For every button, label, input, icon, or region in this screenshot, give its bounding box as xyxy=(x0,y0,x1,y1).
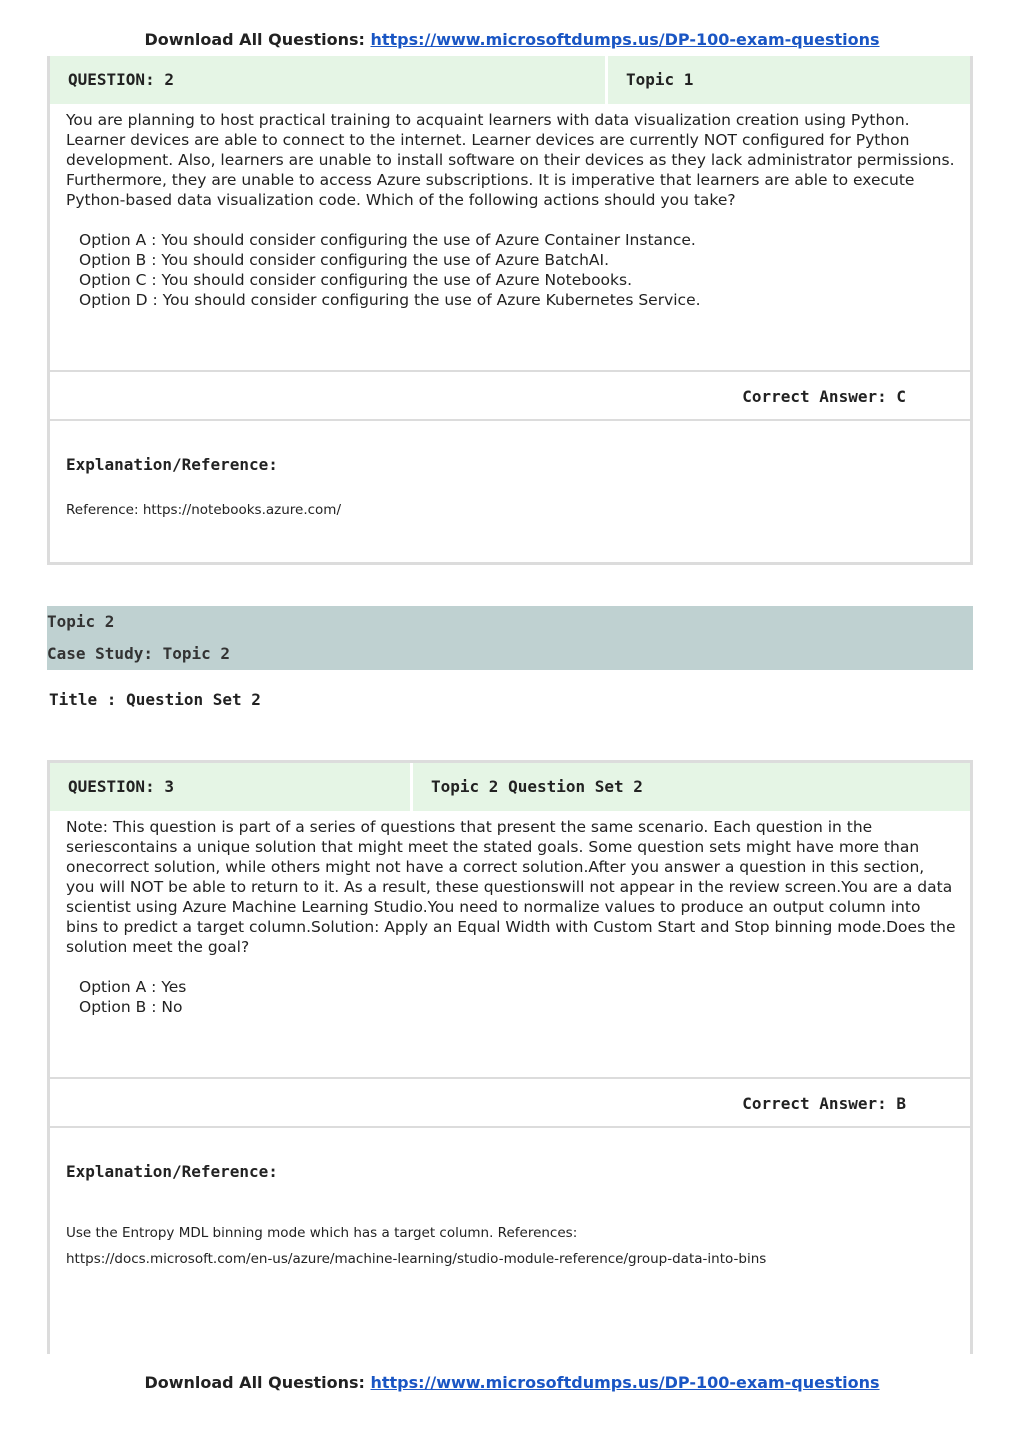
question-2-body xyxy=(50,104,970,370)
download-label: Download All Questions: xyxy=(144,1373,365,1392)
question-3-card xyxy=(47,760,973,1354)
correct-answer: Correct Answer: C xyxy=(50,370,970,421)
question-text: You are planning to host practical training to acquaint learners with data visualization creation using Python. Learner devices are able to connect to the internet. Learner devices are currently NOT configured for Python development. Also, learners are unable to install software on their devices as they lack administrator permissions. Furthermore, they are unable to access Azure subscriptions. It is imperative that learners are able to execute Python-based data visualization code. Which of the following actions should you take? xyxy=(66,111,955,209)
option-c[interactable]: Option C : You should consider configuring the use of Azure Notebooks. xyxy=(79,271,633,289)
option-b[interactable]: Option B : You should consider configuring the use of Azure BatchAI. xyxy=(79,251,610,269)
explanation-text: Reference: https://notebooks.azure.com/ xyxy=(66,502,342,518)
download-footer xyxy=(0,1373,1024,1392)
question-2-header xyxy=(50,56,970,104)
question-2-card xyxy=(47,56,973,565)
download-header xyxy=(0,30,1024,49)
question-topic: Topic 2 Question Set 2 xyxy=(431,777,643,796)
explanation-title: Explanation/Reference: xyxy=(66,1162,278,1181)
explanation-title: Explanation/Reference: xyxy=(66,455,278,474)
question-set-title: Title : Question Set 2 xyxy=(49,690,261,709)
question-topic: Topic 1 xyxy=(626,70,694,89)
topic-banner xyxy=(47,606,973,670)
options-list xyxy=(79,977,956,1017)
question-3-header xyxy=(50,763,970,811)
options-list xyxy=(79,230,956,310)
correct-answer: Correct Answer: B xyxy=(50,1077,970,1128)
download-link[interactable]: https://www.microsoftdumps.us/DP-100-exam-questions xyxy=(370,1373,880,1392)
option-b[interactable]: Option B : No xyxy=(79,998,183,1016)
case-study-heading: Case Study: Topic 2 xyxy=(47,644,231,663)
option-a[interactable]: Option A : You should consider configuring the use of Azure Container Instance. xyxy=(79,231,696,249)
option-d[interactable]: Option D : You should consider configuring the use of Azure Kubernetes Service. xyxy=(79,291,701,309)
download-label: Download All Questions: xyxy=(144,30,365,49)
question-text: Note: This question is part of a series of questions that present the same scenario. Each question in the seriescontains a unique solution that might meet the stated goals. Some question sets might have more than onecorrect solution, while others might not have a correct solution.After you answer a question in this section, you will NOT be able to return to it. As a result, these questionswill not appear in the review screen.You are a data scientist using Azure Machine Learning Studio.You need to normalize values to produce an output column into bins to predict a target column.Solution: Apply an Equal Width with Custom Start and Stop binning mode.Does the solution meet the goal? xyxy=(66,818,956,956)
explanation-text-1: Use the Entropy MDL binning mode which has a target column. References: xyxy=(66,1225,578,1241)
topic-heading: Topic 2 xyxy=(47,612,115,631)
question-3-body xyxy=(50,811,970,1077)
option-a[interactable]: Option A : Yes xyxy=(79,978,187,996)
question-number: QUESTION: 3 xyxy=(50,763,413,811)
question-number: QUESTION: 2 xyxy=(50,56,608,104)
download-link[interactable]: https://www.microsoftdumps.us/DP-100-exam-questions xyxy=(370,30,880,49)
explanation-text-2: https://docs.microsoft.com/en-us/azure/machine-learning/studio-module-reference/group-data-into-bins xyxy=(66,1251,767,1267)
